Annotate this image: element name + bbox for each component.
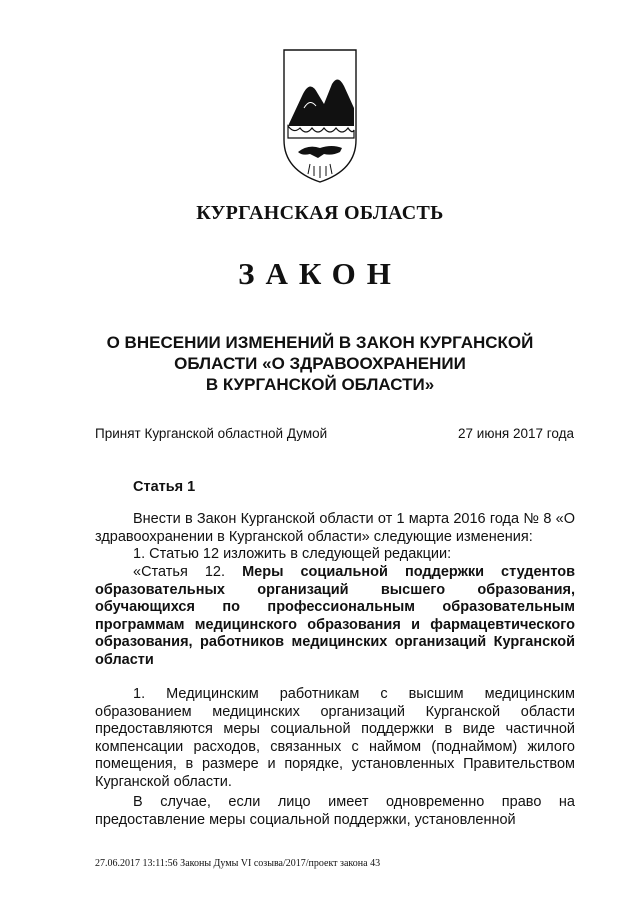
new-article-title: Меры социальной поддержки студентов образовательных организаций высшего образования, обучающихся по профессиональным образовательным программам медицинского образования и фармацевтического образования, работников медицинских организаций Курганской области [95,564,575,668]
law-title [80,332,560,395]
law-title-line: В КУРГАНСКОЙ ОБЛАСТИ» [205,375,435,394]
article-intro: Внести в Закон Курганской области от 1 марта 2016 года № 8 «О здравоохранении в Курганской области» следующие изменения: [95,511,575,545]
footer-stamp: 27.06.2017 13:11:56 Законы Думы VI созыва/2017/проект закона 43 [95,858,381,869]
region-name: КУРГАНСКАЯ ОБЛАСТЬ [196,202,444,224]
law-title-line: ОБЛАСТИ «О ЗДРАВООХРАНЕНИИ [174,354,466,373]
paragraph-2: В случае, если лицо имеет одновременно право на предоставление меры социальной поддержки, установленной [95,794,575,828]
new-article-heading [95,564,575,669]
document-type: ЗАКОН [238,256,402,291]
adoption-date: 27 июня 2017 года [458,426,574,441]
article-item-1: 1. Статью 12 изложить в следующей редакции: [133,546,452,562]
adopted-by: Принят Курганской областной Думой [95,426,328,441]
law-title-line: О ВНЕСЕНИИ ИЗМЕНЕНИЙ В ЗАКОН КУРГАНСКОЙ [106,333,534,352]
coat-of-arms-emblem [280,48,360,184]
paragraph-1: 1. Медицинским работникам с высшим медицинским образованием медицинских организаций Курганской области предоставляются меры социальной поддержки в виде частичной компенсации расходов, связанных с наймом (поднаймом) жилого помещения, в размере и порядке, установленных Правительством Курганской области. [95,686,575,790]
new-article-prefix: «Статья 12. [133,564,226,580]
article-heading: Статья 1 [133,479,196,495]
